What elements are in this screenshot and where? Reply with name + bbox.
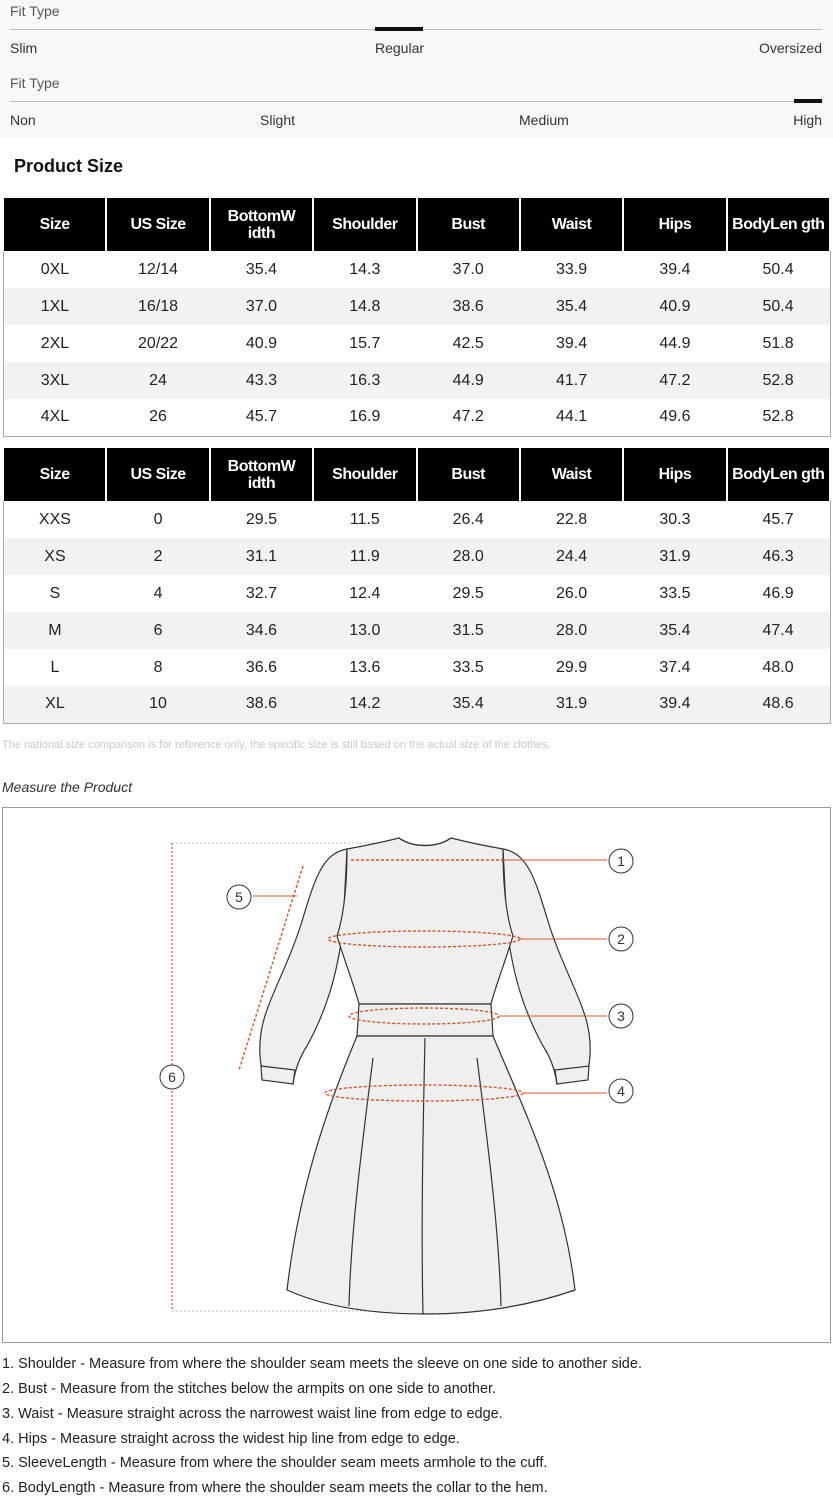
table-cell: 26.4	[452, 510, 484, 528]
marker-3	[609, 1004, 633, 1028]
table-cell: 0	[153, 510, 163, 528]
header-bust: Bust	[417, 447, 520, 501]
table-cell: 43.3	[210, 362, 313, 399]
table-cell: 38.6	[210, 686, 313, 723]
table-cell: 47.2	[452, 408, 484, 426]
table-cell: 50.4	[762, 260, 794, 278]
table-cell: 16.9	[349, 408, 381, 426]
table-cell: 8	[153, 658, 163, 676]
table-row	[3, 575, 830, 612]
stretch-scale-track	[10, 101, 822, 102]
table-cell: 11.5	[349, 510, 380, 528]
table-cell: 33.5	[659, 584, 691, 602]
table-cell: 16/18	[106, 288, 209, 325]
svg-text:2: 2	[617, 931, 625, 947]
table-cell: 52.8	[762, 408, 794, 426]
table-cell: 6	[106, 612, 209, 649]
header-shoulder: Shoulder	[313, 197, 416, 251]
table-row	[3, 325, 830, 362]
svg-text:4: 4	[617, 1083, 625, 1099]
table-cell: L	[50, 658, 60, 676]
instruction-shoulder: 1. Shoulder - Measure from where the shoulder seam meets the sleeve on one side to another side.	[2, 1356, 642, 1372]
table-cell: 30.3	[659, 510, 691, 528]
fit-type-panel	[0, 0, 833, 138]
table-cell: 28.0	[417, 538, 520, 575]
table-cell: 15.7	[349, 334, 381, 352]
table-cell: 26.0	[555, 584, 588, 602]
header-size: Size	[3, 197, 106, 251]
table-cell: 47.2	[623, 362, 726, 399]
table-cell: 31.9	[623, 538, 726, 575]
dress-illustration	[3, 808, 832, 1344]
table-row	[3, 251, 830, 288]
table-cell: 33.5	[452, 658, 484, 676]
table-cell: 45.7	[245, 408, 277, 426]
header-bust: Bust	[417, 197, 520, 251]
table-cell: 32.7	[245, 584, 277, 602]
header-us-size: US Size	[106, 197, 209, 251]
table-cell: 29.5	[452, 584, 484, 602]
table-cell: 47.4	[727, 612, 830, 649]
instruction-body-length: 6. BodyLength - Measure from where the shoulder seam meets the collar to the hem.	[2, 1480, 548, 1496]
fit-type-title: Fit Type	[10, 3, 60, 19]
size-reference-note: The national size comparison is for reference only, the specific size is still based on the actual size of the clothes.	[2, 739, 551, 751]
table-cell: 44.9	[417, 362, 520, 399]
table-cell: XL	[3, 686, 106, 723]
table-cell: 0XL	[40, 260, 70, 278]
instruction-hips: 4. Hips - Measure straight across the widest hip line from edge to edge.	[2, 1431, 460, 1447]
table-row	[3, 501, 830, 538]
table-cell: 48.0	[762, 658, 794, 676]
stretch-scale-title: Fit Type	[10, 75, 60, 91]
fit-type-label-oversized: Oversized	[758, 40, 822, 56]
table-row	[3, 612, 830, 649]
table-cell: 33.9	[555, 260, 588, 278]
dress-shape	[260, 838, 590, 1314]
table-cell: 52.8	[727, 362, 830, 399]
table-cell: 14.2	[313, 686, 416, 723]
table-cell: 12/14	[138, 260, 179, 278]
table-cell: 22.8	[555, 510, 588, 528]
table-cell: 26	[149, 408, 167, 426]
table-cell: 35.4	[245, 260, 277, 278]
stretch-selected-marker	[794, 99, 822, 103]
marker-1	[609, 849, 633, 873]
table-row	[3, 399, 830, 436]
fit-type-selected-marker	[375, 27, 423, 31]
table-cell: 31.1	[210, 538, 313, 575]
svg-text:3: 3	[617, 1008, 625, 1024]
header-body-length: BodyLen gth	[727, 197, 830, 251]
header-size: Size	[3, 447, 106, 501]
table-cell: 29.5	[245, 510, 277, 528]
table-cell: 24.4	[520, 538, 623, 575]
header-bottom-width: BottomW idth	[210, 447, 313, 501]
table-cell: 35.4	[623, 612, 726, 649]
table-cell: 49.6	[659, 408, 691, 426]
instruction-waist: 3. Waist - Measure straight across the narrowest waist line from edge to edge.	[2, 1406, 503, 1422]
stretch-label-medium: Medium	[519, 112, 569, 128]
table-cell: 38.6	[417, 288, 520, 325]
header-waist: Waist	[520, 197, 623, 251]
table-cell: 40.9	[245, 334, 277, 352]
marker-6	[160, 1065, 184, 1089]
table-cell: 16.3	[313, 362, 416, 399]
size-table-plus	[2, 196, 831, 437]
table-cell: 37.0	[452, 260, 484, 278]
table-row	[3, 686, 830, 723]
table-header-row	[3, 447, 830, 501]
table-row	[3, 288, 830, 325]
table-cell: 35.4	[417, 686, 520, 723]
header-hips: Hips	[623, 197, 726, 251]
table-cell: 14.8	[313, 288, 416, 325]
table-cell: 31.5	[417, 612, 520, 649]
table-cell: 35.4	[520, 288, 623, 325]
table-cell: 4XL	[40, 408, 70, 426]
table-cell: 44.9	[659, 334, 691, 352]
table-cell: 45.7	[762, 510, 794, 528]
table-cell: 48.6	[727, 686, 830, 723]
measure-title: Measure the Product	[2, 779, 132, 795]
svg-text:1: 1	[617, 853, 625, 869]
table-cell: XXS	[38, 510, 71, 528]
header-shoulder: Shoulder	[313, 447, 416, 501]
header-body-length: BodyLen gth	[727, 447, 830, 501]
stretch-label-non: Non	[10, 112, 36, 128]
instruction-bust: 2. Bust - Measure from the stitches below the armpits on one side to another.	[2, 1381, 497, 1397]
stretch-scale	[10, 72, 822, 136]
fit-type-scale	[10, 0, 822, 64]
table-row	[3, 538, 830, 575]
table-cell: 37.0	[210, 288, 313, 325]
table-cell: 13.0	[313, 612, 416, 649]
table-cell: 39.4	[659, 260, 691, 278]
fit-type-label-regular: Regular	[375, 40, 425, 56]
table-cell: 46.9	[762, 584, 794, 602]
table-cell: 50.4	[727, 288, 830, 325]
table-cell: 28.0	[520, 612, 623, 649]
fit-type-label-slim: Slim	[10, 40, 38, 56]
table-cell: 10	[106, 686, 209, 723]
table-cell: 29.9	[555, 658, 588, 676]
header-bottom-width: BottomW idth	[210, 197, 313, 251]
header-waist: Waist	[520, 447, 623, 501]
table-cell: 39.4	[555, 334, 588, 352]
table-cell: 40.9	[623, 288, 726, 325]
table-cell: 14.3	[349, 260, 381, 278]
marker-4	[609, 1079, 633, 1103]
table-cell: 13.6	[349, 658, 381, 676]
table-cell: 46.3	[727, 538, 830, 575]
header-us-size: US Size	[106, 447, 209, 501]
table-header-row	[3, 197, 830, 251]
table-cell: XS	[3, 538, 106, 575]
marker-2	[609, 927, 633, 951]
header-hips: Hips	[623, 447, 726, 501]
svg-text:5: 5	[235, 889, 243, 905]
table-cell: 36.6	[245, 658, 277, 676]
table-cell: 24	[106, 362, 209, 399]
table-cell: S	[49, 584, 61, 602]
table-cell: M	[3, 612, 106, 649]
table-cell: 2	[106, 538, 209, 575]
product-size-title: Product Size	[14, 156, 124, 176]
stretch-label-slight: Slight	[260, 112, 296, 128]
measurement-diagram	[2, 807, 831, 1343]
table-cell: 12.4	[349, 584, 381, 602]
instruction-sleeve-length: 5. SleeveLength - Measure from where the shoulder seam meets armhole to the cuff.	[2, 1455, 548, 1471]
table-cell: 31.9	[520, 686, 623, 723]
size-table-regular	[2, 446, 831, 724]
table-cell: 2XL	[40, 334, 70, 352]
table-cell: 20/22	[138, 334, 179, 352]
table-cell: 41.7	[520, 362, 623, 399]
table-cell: 3XL	[3, 362, 106, 399]
table-cell: 42.5	[452, 334, 484, 352]
table-cell: 4	[153, 584, 163, 602]
table-cell: 34.6	[210, 612, 313, 649]
table-cell: 39.4	[623, 686, 726, 723]
table-row	[3, 362, 830, 399]
table-cell: 44.1	[555, 408, 588, 426]
table-row	[3, 649, 830, 686]
table-cell: 51.8	[762, 334, 794, 352]
svg-text:6: 6	[168, 1069, 176, 1085]
table-cell: 1XL	[3, 288, 106, 325]
stretch-label-high: High	[793, 112, 822, 128]
marker-5	[227, 885, 251, 909]
table-cell: 37.4	[659, 658, 691, 676]
table-cell: 11.9	[313, 538, 416, 575]
